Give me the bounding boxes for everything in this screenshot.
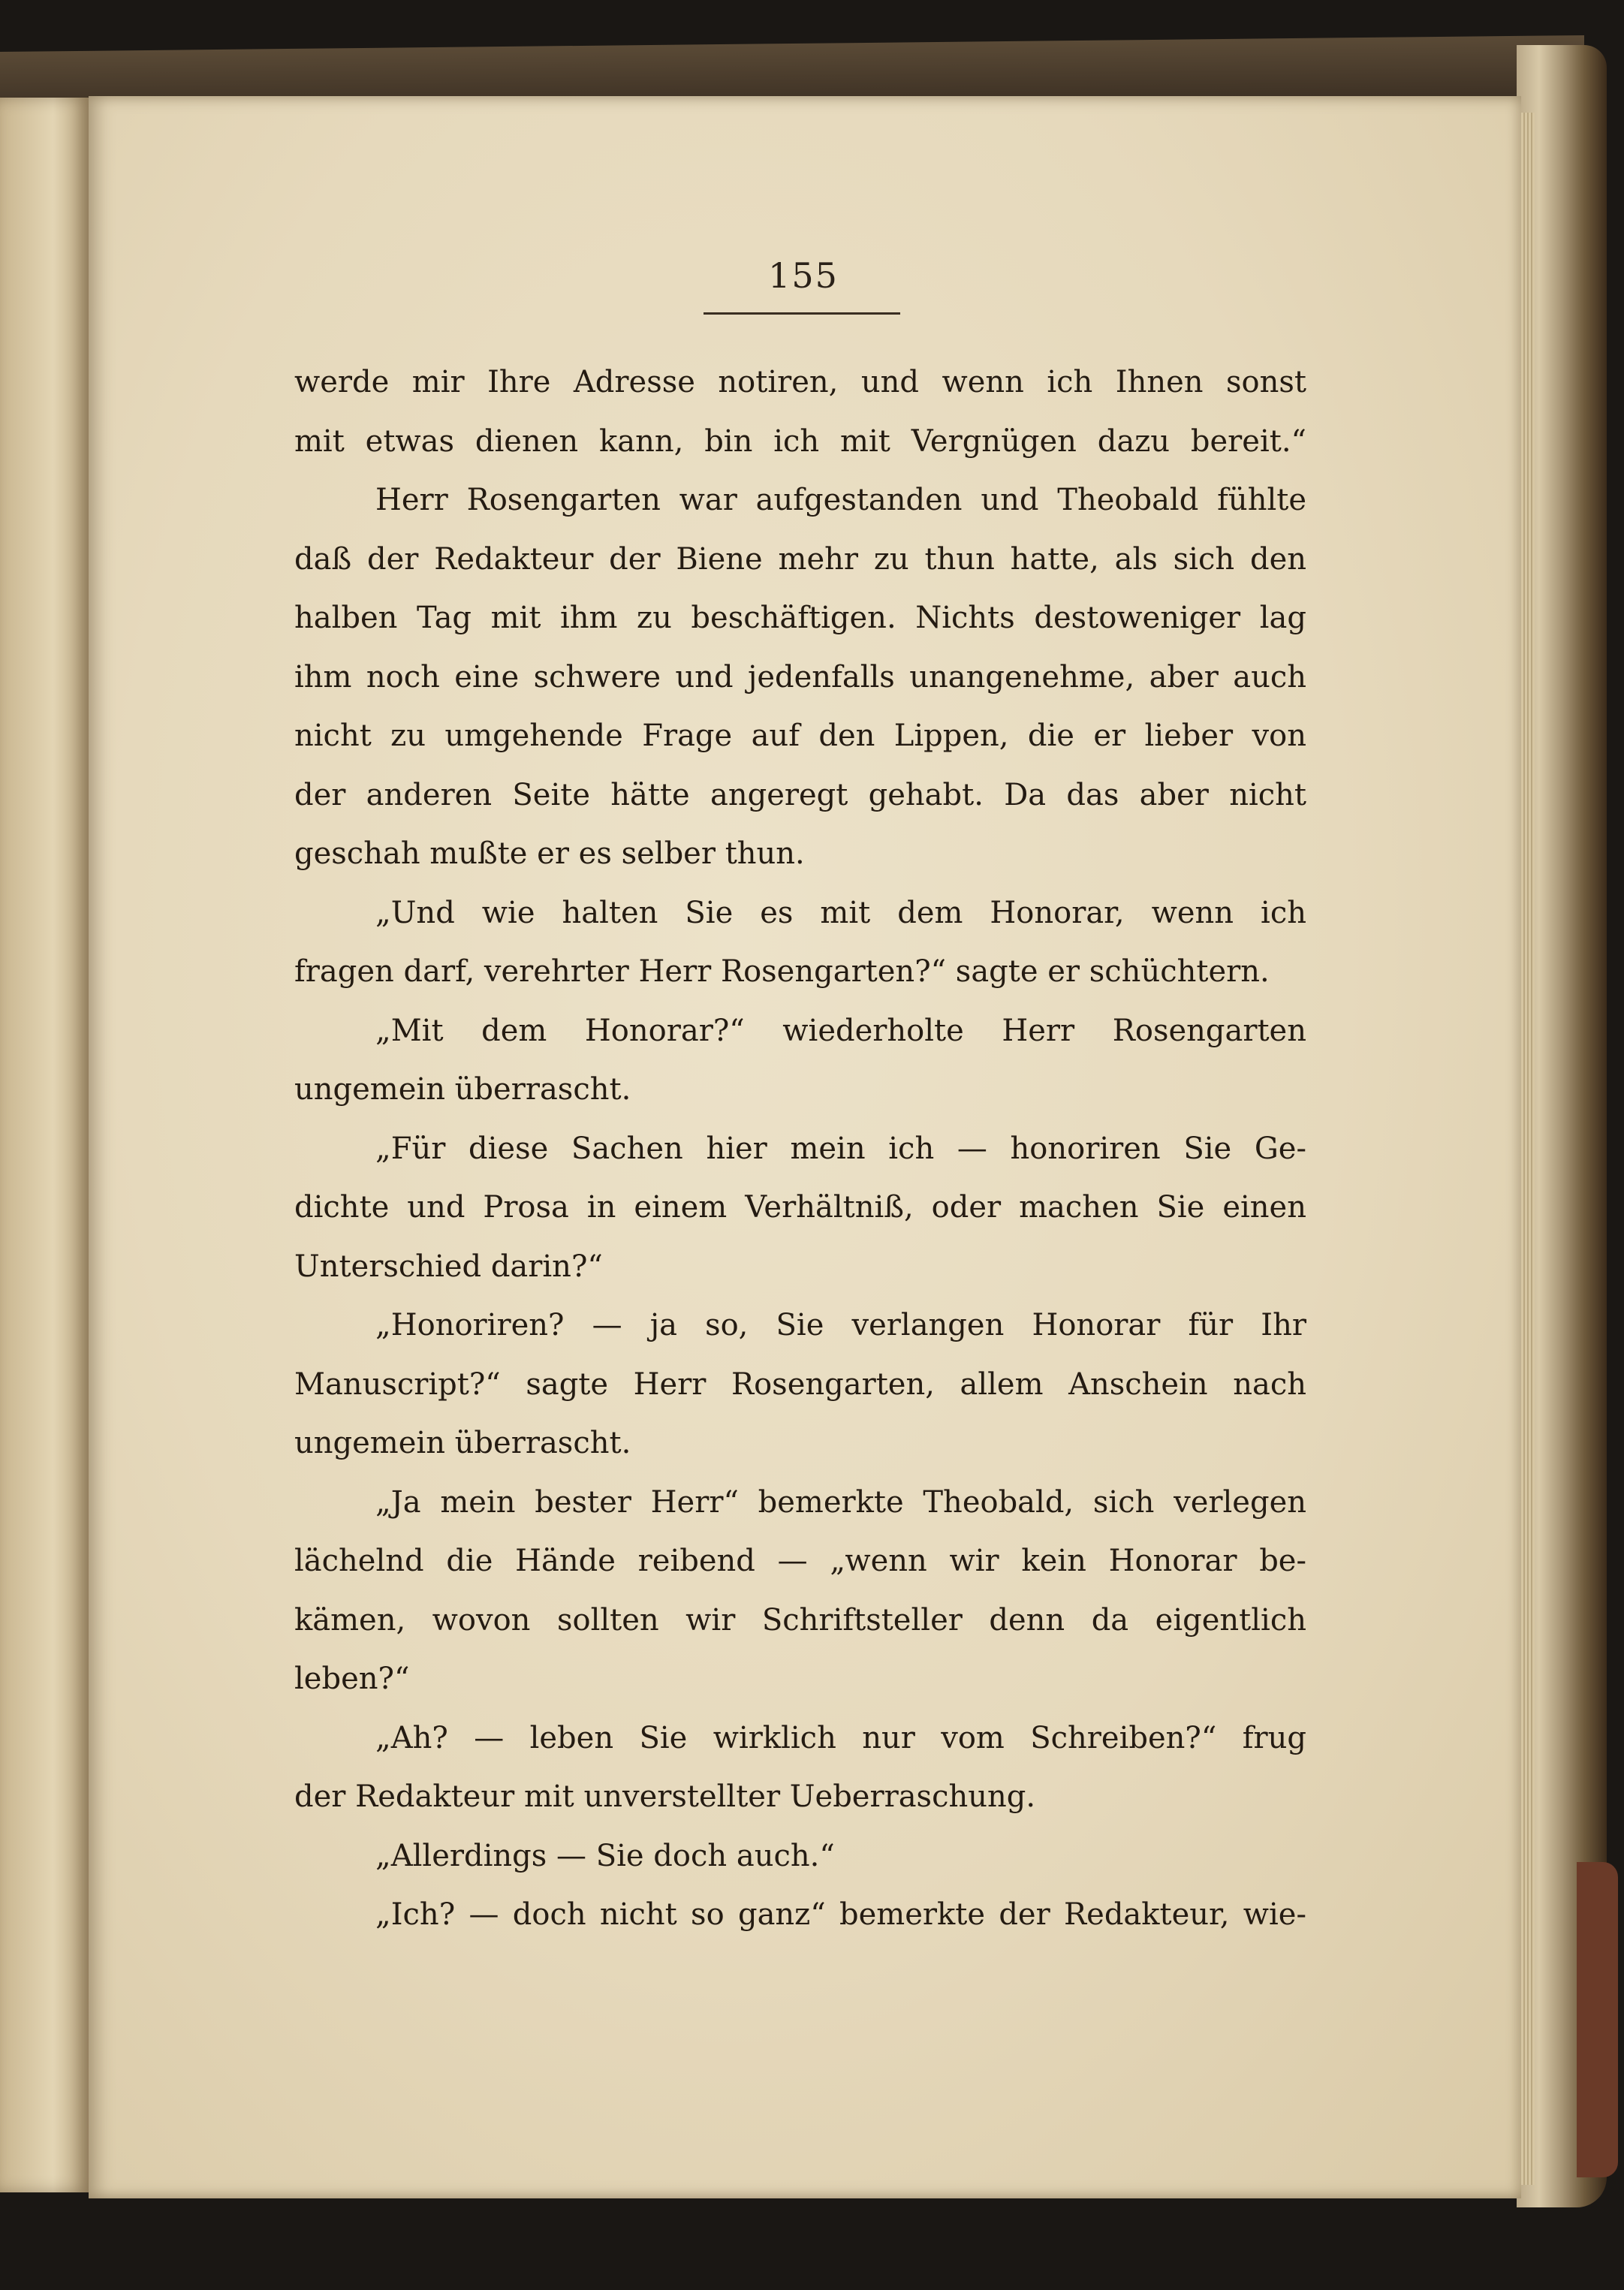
text-line: lächelnd die Hände reibend — „wenn wir kein Honorar be-: [294, 1544, 1306, 1578]
text-line: „Für diese Sachen hier mein ich — honoriren Sie Ge-: [375, 1131, 1306, 1166]
text-line: „Ja mein bester Herr“ bemerkte Theobald, sich verlegen: [375, 1484, 1306, 1520]
body-text: [294, 353, 1306, 1945]
text-line: „Und wie halten Sie es mit dem Honorar, wenn ich: [375, 895, 1306, 930]
text-line: nicht zu umgehende Frage auf den Lippen, die er lieber von: [294, 719, 1306, 753]
text-line: „Ah? — leben Sie wirklich nur vom Schreiben?“ frug: [375, 1720, 1306, 1755]
text-line: ihm noch eine schwere und jedenfalls unangenehme, aber auch: [294, 659, 1306, 695]
text-line: daß der Redakteur der Biene mehr zu thun hatte, als sich den: [294, 541, 1306, 577]
text-line: „Ich? — doch nicht so ganz“ bemerkte der Redakteur, wie-: [375, 1897, 1306, 1932]
text-line: werde mir Ihre Adresse notiren, und wenn ich Ihnen sonst: [294, 365, 1306, 399]
text-line: ungemein überrascht.: [294, 1426, 631, 1460]
text-line: „Mit dem Honorar?“ wiederholte Herr Rosengarten: [375, 1013, 1306, 1048]
text-line: halben Tag mit ihm zu beschäftigen. Nichts destoweniger lag: [294, 601, 1306, 635]
text-line: Herr Rosengarten war aufgestanden und Theobald fühlte: [375, 483, 1306, 517]
text-line: ungemein überrascht.: [294, 1072, 631, 1107]
text-line: fragen darf, verehrter Herr Rosengarten?“ sagte er schüchtern.: [294, 954, 1270, 989]
text-line: geschah mußte er es selber thun.: [294, 836, 805, 871]
text-line: kämen, wovon sollten wir Schriftsteller denn da eigentlich: [294, 1602, 1306, 1638]
book-cover-leather-corner: [1577, 1862, 1618, 2177]
text-line: Manuscript?“ sagte Herr Rosengarten, allem Anschein nach: [294, 1366, 1306, 1402]
text-line: „Honoriren? — ja so, Sie verlangen Honorar für Ihr: [375, 1308, 1306, 1342]
page-leaves: [1521, 113, 1535, 2185]
page-number: 155: [768, 255, 839, 296]
text-line: Unterschied darin?“: [294, 1249, 603, 1284]
facing-page-edge: [0, 98, 89, 2192]
text-line: leben?“: [294, 1662, 410, 1696]
text-line: der anderen Seite hätte angeregt gehabt. Da das aber nicht: [294, 777, 1306, 812]
text-line: mit etwas dienen kann, bin ich mit Vergnügen dazu bereit.“: [294, 423, 1306, 459]
page-number-rule: [704, 312, 900, 315]
text-line: „Allerdings — Sie doch auch.“: [375, 1838, 835, 1873]
text-line: der Redakteur mit unverstellter Ueberraschung.: [294, 1779, 1036, 1814]
text-line: dichte und Prosa in einem Verhältniß, oder machen Sie einen: [294, 1190, 1306, 1225]
